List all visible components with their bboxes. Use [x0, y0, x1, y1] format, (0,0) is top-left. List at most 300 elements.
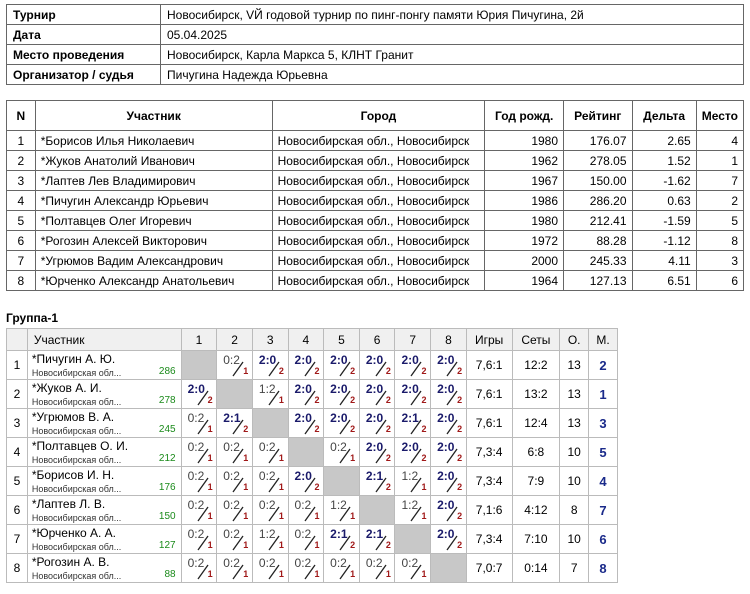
- match-cell: [217, 351, 253, 380]
- match-cell: [431, 467, 467, 496]
- group-player-name: *Пичугин А. Ю.: [31, 352, 116, 366]
- match-points: 2: [350, 540, 356, 550]
- group-row-number: 1: [7, 351, 28, 380]
- match-score: 0:2: [187, 498, 205, 512]
- match-cell: [431, 496, 467, 525]
- match-score: 2:0: [365, 440, 384, 454]
- match-points: 1: [243, 366, 249, 376]
- group-sets: 7:9: [512, 467, 560, 496]
- match-cell: [181, 554, 217, 583]
- participant-city: Новосибирская обл., Новосибирск: [272, 171, 485, 191]
- participants-header: N: [7, 101, 36, 131]
- group-place: 6: [589, 525, 618, 554]
- match-score: 0:2: [223, 440, 240, 454]
- info-row: [7, 65, 744, 85]
- match-points: 1: [278, 540, 284, 550]
- group-points: 7: [560, 554, 589, 583]
- match-points: 2: [385, 424, 391, 434]
- match-cell: [395, 554, 431, 583]
- match-score: 2:0: [437, 498, 455, 512]
- participant-year: 1962: [485, 151, 564, 171]
- match-cell: [359, 554, 395, 583]
- self-cell: [252, 409, 288, 438]
- group-row-number: 8: [7, 554, 28, 583]
- match-score: 0:2: [330, 556, 347, 570]
- grid-header-col: 5: [324, 329, 360, 351]
- match-score: 2:0: [401, 353, 419, 367]
- grid-header-col: 1: [181, 329, 217, 351]
- match-score: 0:2: [223, 469, 240, 483]
- match-points: 1: [278, 453, 284, 463]
- group-row: [7, 525, 618, 554]
- group-player-cell: [27, 525, 181, 554]
- participant-city: Новосибирская обл., Новосибирск: [272, 151, 485, 171]
- group-sets: 7:10: [512, 525, 560, 554]
- match-points: 2: [385, 540, 391, 550]
- match-score: 2:0: [437, 469, 455, 483]
- match-score: 2:0: [294, 469, 312, 483]
- match-score: 0:2: [258, 498, 276, 512]
- match-score: 2:0: [437, 527, 455, 541]
- info-value: 05.04.2025: [161, 25, 744, 45]
- group-games: 7,6:1: [466, 409, 512, 438]
- match-points: 2: [314, 424, 320, 434]
- info-row: [7, 25, 744, 45]
- group-row: [7, 380, 618, 409]
- group-points: 10: [560, 438, 589, 467]
- match-cell: [181, 409, 217, 438]
- group-player-city: Новосибирская обл...: [31, 513, 122, 523]
- match-cell: [217, 554, 253, 583]
- match-cell: [217, 438, 253, 467]
- match-cell: [181, 496, 217, 525]
- match-cell: [431, 380, 467, 409]
- match-cell: [252, 351, 288, 380]
- group-title: Группа-1: [6, 311, 59, 325]
- match-score: 2:0: [330, 411, 348, 425]
- match-cell: [288, 409, 324, 438]
- participant-year: 1980: [485, 211, 564, 231]
- match-points: 1: [278, 482, 284, 492]
- match-cell: [324, 409, 360, 438]
- match-cell: [288, 351, 324, 380]
- match-cell: [395, 438, 431, 467]
- participant-delta: -1.12: [632, 231, 696, 251]
- match-cell: [181, 380, 217, 409]
- match-score: 1:2: [401, 469, 419, 483]
- match-points: 1: [207, 424, 213, 434]
- match-score: 2:0: [330, 382, 348, 396]
- info-row: [7, 5, 744, 25]
- match-cell: [181, 467, 217, 496]
- group-points: 13: [560, 409, 589, 438]
- grid-header-m: М.: [589, 329, 618, 351]
- group-player-name: *Рогозин А. В.: [31, 555, 110, 569]
- group-player-cell: [27, 409, 181, 438]
- match-score: 1:2: [258, 382, 276, 396]
- group-player-rating: 150: [158, 511, 176, 522]
- participant-year: 1972: [485, 231, 564, 251]
- participant-place: 5: [696, 211, 743, 231]
- participants-header: Город: [272, 101, 485, 131]
- match-cell: [324, 496, 360, 525]
- group-place: 8: [589, 554, 618, 583]
- group-sets: 13:2: [512, 380, 560, 409]
- match-cell: [395, 380, 431, 409]
- match-score: 2:0: [437, 353, 455, 367]
- match-points: 2: [457, 395, 463, 405]
- participant-city: Новосибирская обл., Новосибирск: [272, 211, 485, 231]
- self-cell: [395, 525, 431, 554]
- match-points: 1: [207, 540, 213, 550]
- group-row: [7, 467, 618, 496]
- match-cell: [431, 438, 467, 467]
- participant-name: *Пичугин Александр Юрьевич: [35, 191, 272, 211]
- match-score: 2:0: [437, 382, 455, 396]
- group-player-rating: 176: [158, 482, 176, 493]
- match-points: 1: [243, 453, 249, 463]
- match-cell: [431, 351, 467, 380]
- group-games: 7,3:4: [466, 438, 512, 467]
- group-player-rating: 286: [158, 366, 176, 377]
- match-points: 1: [207, 482, 213, 492]
- group-sets: 12:2: [512, 351, 560, 380]
- match-points: 2: [385, 366, 391, 376]
- group-games: 7,1:6: [466, 496, 512, 525]
- participant-name: *Борисов Илья Николаевич: [35, 131, 272, 151]
- participant-row: [7, 231, 744, 251]
- group-row-number: 7: [7, 525, 28, 554]
- match-points: 2: [350, 395, 356, 405]
- grid-header-col: 4: [288, 329, 324, 351]
- participant-year: 1967: [485, 171, 564, 191]
- participant-row: [7, 151, 744, 171]
- match-score: 2:1: [330, 527, 348, 541]
- participant-name: *Рогозин Алексей Викторович: [35, 231, 272, 251]
- match-points: 1: [350, 569, 356, 579]
- match-cell: [217, 467, 253, 496]
- group-row: [7, 496, 618, 525]
- participant-n: 8: [7, 271, 36, 291]
- participant-place: 6: [696, 271, 743, 291]
- match-points: 2: [421, 453, 427, 463]
- group-row-number: 3: [7, 409, 28, 438]
- self-cell: [288, 438, 324, 467]
- match-points: 1: [421, 482, 427, 492]
- match-score: 2:0: [330, 353, 348, 367]
- info-label: Организатор / судья: [7, 65, 161, 85]
- match-score: 0:2: [223, 556, 240, 570]
- group-results-table: [6, 328, 618, 583]
- match-points: 2: [385, 453, 391, 463]
- participant-name: *Жуков Анатолий Иванович: [35, 151, 272, 171]
- group-player-rating: 278: [158, 395, 176, 406]
- participant-rating: 88.28: [564, 231, 632, 251]
- group-row-number: 5: [7, 467, 28, 496]
- participant-year: 1964: [485, 271, 564, 291]
- match-points: 1: [278, 511, 284, 521]
- match-cell: [252, 467, 288, 496]
- match-points: 1: [243, 540, 249, 550]
- group-sets: 12:4: [512, 409, 560, 438]
- participants-header: Год рожд.: [485, 101, 564, 131]
- info-value: Новосибирск, VЙ годовой турнир по пинг-понгу памяти Юрия Пичугина, 2й: [161, 5, 744, 25]
- participant-city: Новосибирская обл., Новосибирск: [272, 251, 485, 271]
- participant-row: [7, 271, 744, 291]
- match-points: 1: [207, 569, 213, 579]
- match-cell: [181, 525, 217, 554]
- match-cell: [359, 409, 395, 438]
- tournament-info-table: [6, 4, 744, 85]
- match-points: 2: [457, 453, 463, 463]
- group-player-name: *Жуков А. И.: [31, 381, 102, 395]
- grid-header-col: 8: [431, 329, 467, 351]
- participant-delta: 0.63: [632, 191, 696, 211]
- group-player-name: *Полтавцев О. И.: [31, 439, 129, 453]
- match-points: 1: [350, 453, 356, 463]
- match-score: 0:2: [223, 527, 240, 541]
- participant-rating: 212.41: [564, 211, 632, 231]
- match-cell: [431, 409, 467, 438]
- match-points: 1: [314, 511, 320, 521]
- grid-header-col: 6: [359, 329, 395, 351]
- match-points: 2: [457, 540, 463, 550]
- info-label: Дата: [7, 25, 161, 45]
- match-score: 2:0: [294, 411, 312, 425]
- match-points: 2: [457, 424, 463, 434]
- group-place: 5: [589, 438, 618, 467]
- grid-header-o: О.: [560, 329, 589, 351]
- match-score: 2:1: [401, 411, 419, 425]
- group-points: 10: [560, 525, 589, 554]
- match-points: 1: [385, 569, 391, 579]
- group-player-rating: 212: [158, 453, 176, 464]
- group-games: 7,3:4: [466, 525, 512, 554]
- group-player-city: Новосибирская обл...: [31, 397, 122, 407]
- group-row: [7, 438, 618, 467]
- participant-city: Новосибирская обл., Новосибирск: [272, 231, 485, 251]
- match-score: 0:2: [401, 556, 419, 570]
- group-points: 13: [560, 351, 589, 380]
- match-score: 2:0: [294, 353, 312, 367]
- match-cell: [252, 525, 288, 554]
- grid-header-col: 3: [252, 329, 288, 351]
- match-points: 2: [457, 482, 463, 492]
- grid-header-games: Игры: [466, 329, 512, 351]
- match-score: 0:2: [223, 353, 240, 367]
- match-score: 2:0: [365, 382, 384, 396]
- match-score: 0:2: [223, 498, 240, 512]
- match-points: 1: [350, 511, 356, 521]
- match-points: 1: [243, 569, 249, 579]
- participants-header: Место: [696, 101, 743, 131]
- match-points: 2: [457, 511, 463, 521]
- match-points: 1: [243, 482, 249, 492]
- participant-n: 1: [7, 131, 36, 151]
- match-cell: [252, 554, 288, 583]
- match-score: 2:1: [223, 411, 241, 425]
- match-score: 2:0: [401, 440, 419, 454]
- participant-delta: 4.11: [632, 251, 696, 271]
- info-value: Пичугина Надежда Юрьевна: [161, 65, 744, 85]
- participant-row: [7, 191, 744, 211]
- participant-city: Новосибирская обл., Новосибирск: [272, 191, 485, 211]
- self-cell: [217, 380, 253, 409]
- match-cell: [252, 438, 288, 467]
- participant-rating: 150.00: [564, 171, 632, 191]
- match-cell: [431, 525, 467, 554]
- participant-n: 7: [7, 251, 36, 271]
- group-player-city: Новосибирская обл...: [31, 542, 122, 552]
- participant-row: [7, 211, 744, 231]
- match-points: 1: [207, 511, 213, 521]
- group-row-number: 4: [7, 438, 28, 467]
- info-label: Турнир: [7, 5, 161, 25]
- group-row-number: 6: [7, 496, 28, 525]
- match-score: 2:0: [258, 353, 277, 367]
- participant-place: 8: [696, 231, 743, 251]
- match-points: 1: [207, 453, 213, 463]
- match-points: 2: [314, 366, 320, 376]
- match-points: 1: [243, 511, 249, 521]
- match-cell: [217, 496, 253, 525]
- match-score: 0:2: [187, 527, 205, 541]
- group-player-city: Новосибирская обл...: [31, 455, 122, 465]
- group-games: 7,6:1: [466, 351, 512, 380]
- match-points: 2: [385, 482, 391, 492]
- self-cell: [431, 554, 467, 583]
- match-cell: [359, 351, 395, 380]
- group-place: 1: [589, 380, 618, 409]
- match-points: 2: [457, 366, 463, 376]
- match-cell: [288, 467, 324, 496]
- match-points: 2: [421, 395, 427, 405]
- participant-year: 2000: [485, 251, 564, 271]
- group-place: 2: [589, 351, 618, 380]
- match-cell: [324, 438, 360, 467]
- match-cell: [324, 554, 360, 583]
- group-player-city: Новосибирская обл...: [31, 426, 122, 436]
- participant-place: 4: [696, 131, 743, 151]
- match-points: 1: [278, 569, 284, 579]
- group-row: [7, 409, 618, 438]
- match-score: 0:2: [258, 556, 276, 570]
- group-place: 7: [589, 496, 618, 525]
- group-player-cell: [27, 351, 181, 380]
- participant-delta: 6.51: [632, 271, 696, 291]
- match-cell: [395, 467, 431, 496]
- group-row: [7, 351, 618, 380]
- group-sets: 6:8: [512, 438, 560, 467]
- participant-delta: -1.59: [632, 211, 696, 231]
- participant-n: 4: [7, 191, 36, 211]
- match-score: 2:0: [294, 382, 312, 396]
- match-points: 2: [385, 395, 391, 405]
- match-cell: [181, 438, 217, 467]
- group-sets: 0:14: [512, 554, 560, 583]
- match-score: 0:2: [258, 469, 276, 483]
- group-games: 7,3:4: [466, 467, 512, 496]
- match-score: 1:2: [258, 527, 276, 541]
- match-score: 1:2: [330, 498, 347, 512]
- participant-year: 1986: [485, 191, 564, 211]
- group-games: 7,6:1: [466, 380, 512, 409]
- group-points: 10: [560, 467, 589, 496]
- match-points: 2: [243, 424, 249, 434]
- group-player-rating: 245: [158, 424, 176, 435]
- group-player-rating: 127: [158, 540, 176, 551]
- match-points: 2: [278, 366, 284, 376]
- match-score: 0:2: [330, 440, 347, 454]
- match-score: 2:1: [365, 469, 384, 483]
- info-value: Новосибирск, Карла Маркса 5, КЛНТ Гранит: [161, 45, 744, 65]
- match-cell: [395, 351, 431, 380]
- match-points: 2: [207, 395, 213, 405]
- participant-name: *Полтавцев Олег Игоревич: [35, 211, 272, 231]
- match-cell: [359, 380, 395, 409]
- participant-rating: 286.20: [564, 191, 632, 211]
- group-row-number: 2: [7, 380, 28, 409]
- participants-header: Участник: [35, 101, 272, 131]
- match-cell: [395, 409, 431, 438]
- participant-rating: 278.05: [564, 151, 632, 171]
- info-row: [7, 45, 744, 65]
- match-cell: [395, 496, 431, 525]
- participant-delta: 1.52: [632, 151, 696, 171]
- group-player-rating: 88: [164, 569, 176, 580]
- participant-place: 3: [696, 251, 743, 271]
- match-cell: [217, 409, 253, 438]
- grid-header-n: [7, 329, 28, 351]
- match-score: 2:0: [365, 411, 384, 425]
- participant-n: 3: [7, 171, 36, 191]
- match-score: 0:2: [294, 556, 312, 570]
- participants-header: Дельта: [632, 101, 696, 131]
- group-points: 13: [560, 380, 589, 409]
- match-cell: [359, 525, 395, 554]
- participant-name: *Лаптев Лев Владимирович: [35, 171, 272, 191]
- group-player-cell: [27, 554, 181, 583]
- match-cell: [324, 380, 360, 409]
- match-score: 2:0: [401, 382, 419, 396]
- match-cell: [288, 525, 324, 554]
- match-cell: [324, 525, 360, 554]
- participant-n: 2: [7, 151, 36, 171]
- match-cell: [217, 525, 253, 554]
- participant-rating: 127.13: [564, 271, 632, 291]
- match-points: 2: [350, 424, 356, 434]
- match-cell: [359, 438, 395, 467]
- match-points: 1: [314, 540, 320, 550]
- group-player-city: Новосибирская обл...: [31, 368, 122, 378]
- group-sets: 4:12: [512, 496, 560, 525]
- match-points: 1: [421, 511, 427, 521]
- match-points: 2: [350, 366, 356, 376]
- match-score: 2:1: [365, 527, 384, 541]
- match-cell: [288, 554, 324, 583]
- group-player-cell: [27, 467, 181, 496]
- self-cell: [359, 496, 395, 525]
- match-cell: [324, 351, 360, 380]
- participant-row: [7, 171, 744, 191]
- participant-delta: -1.62: [632, 171, 696, 191]
- group-player-name: *Лаптев Л. В.: [31, 497, 106, 511]
- match-score: 0:2: [258, 440, 276, 454]
- match-points: 2: [421, 366, 427, 376]
- participant-row: [7, 131, 744, 151]
- group-points: 8: [560, 496, 589, 525]
- group-player-cell: [27, 380, 181, 409]
